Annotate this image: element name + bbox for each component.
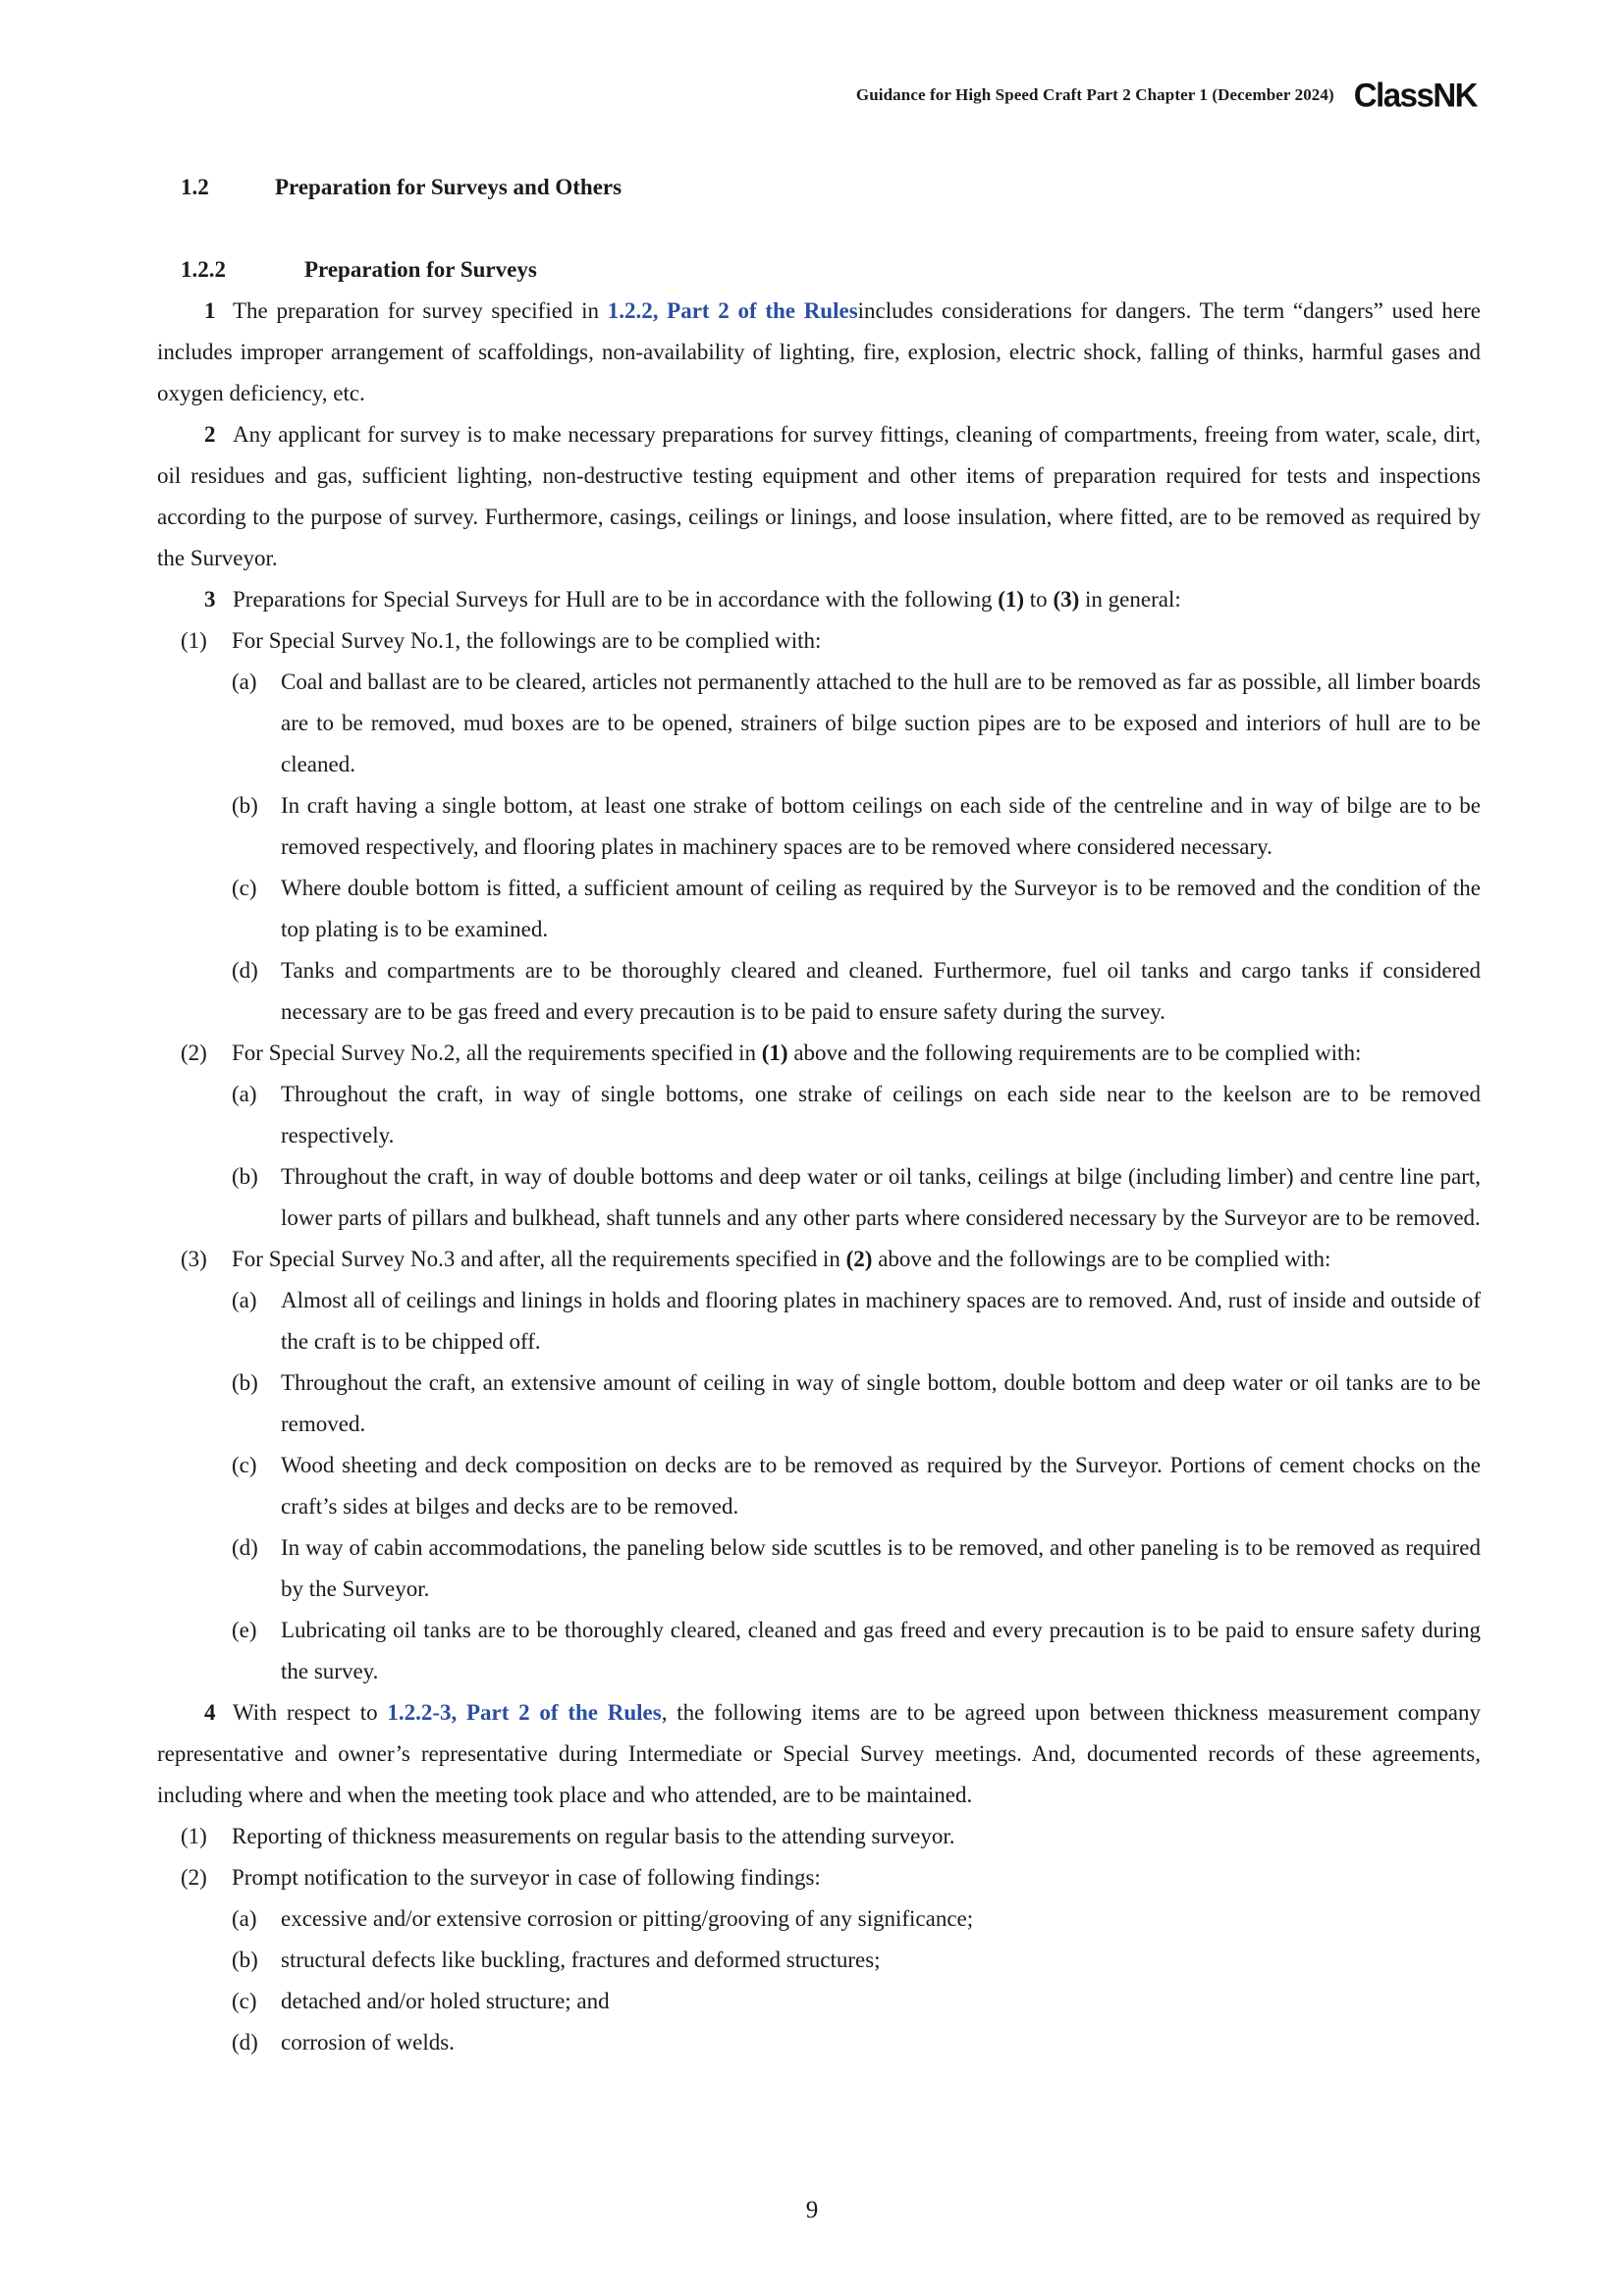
section-number: 1.2 [181, 175, 209, 199]
sub-item-number: (a) [232, 1288, 257, 1312]
item-reference: (3) [1053, 587, 1080, 612]
sub-item-text: Throughout the craft, in way of double bottoms and deep water or oil tanks, ceilings at bilge (including limber) and centre line part, lower parts of pillars and bulkhead, shaft tunnels and any other parts where considered necessary by the Surveyor are to be removed. [281, 1164, 1481, 1230]
item-text: Prompt notification to the surveyor in case of following findings: [232, 1865, 821, 1890]
paragraph-number: 1 [204, 298, 216, 323]
sub-item [157, 1156, 1481, 1239]
list-item [157, 1857, 1481, 1898]
item-number: (3) [181, 1247, 207, 1271]
paragraph-text: Preparations for Special Surveys for Hull are to be in accordance with the following [233, 587, 999, 612]
subsection-number: 1.2.2 [181, 257, 226, 282]
item-number: (2) [181, 1865, 207, 1890]
sub-item-text: In way of cabin accommodations, the paneling below side scuttles is to be removed, and other paneling is to be removed as required by the Surveyor. [281, 1535, 1481, 1601]
sub-item-number: (b) [232, 1370, 258, 1395]
item-text: For Special Survey No.2, all the requirements specified in [232, 1041, 762, 1065]
sub-item-number: (a) [232, 1082, 257, 1106]
item-number: (1) [181, 628, 207, 653]
sub-item-number: (e) [232, 1618, 257, 1642]
sub-item [157, 950, 1481, 1033]
paragraph-text: , the following items are to be agreed upon between thickness measurement company representative and owner’s representative during Intermediate or Special Survey meetings. And, documented records of these agreements, including where and when the meeting took place and who attended, are to be maintained. [157, 1700, 1481, 1807]
item-text: above and the following requirements are to be complied with: [787, 1041, 1362, 1065]
sub-item-text: In craft having a single bottom, at least one strake of bottom ceilings on each side of the centreline and in way of bilge are to be removed respectively, and flooring plates in machinery spaces are to be removed where considered necessary. [281, 793, 1481, 859]
sub-item-number: (c) [232, 876, 257, 900]
sub-item-number: (a) [232, 1906, 257, 1931]
sub-item [157, 1445, 1481, 1527]
item-text: Reporting of thickness measurements on regular basis to the attending surveyor. [232, 1824, 955, 1848]
paragraph-3 [157, 579, 1481, 620]
sub-item-text: Coal and ballast are to be cleared, articles not permanently attached to the hull are to be removed as far as possible, all limber boards are to be removed, mud boxes are to be opened, strainers of bilge suction pipes are to be exposed and interiors of hull are to be cleaned. [281, 669, 1481, 776]
item-number: (1) [181, 1824, 207, 1848]
sub-item-number: (b) [232, 1164, 258, 1189]
paragraph-number: 4 [204, 1700, 216, 1725]
sub-item-text: Almost all of ceilings and linings in holds and flooring plates in machinery spaces are to removed. And, rust of inside and outside of the craft is to be chipped off. [281, 1288, 1481, 1354]
sub-item-number: (b) [232, 793, 258, 818]
paragraph-4 [157, 1692, 1481, 1816]
item-text: above and the followings are to be complied with: [872, 1247, 1331, 1271]
rules-link[interactable]: 1.2.2, Part 2 of the Rules [607, 298, 858, 323]
sub-item-text: Where double bottom is fitted, a sufficient amount of ceiling as required by the Surveyor is to be removed and the condition of the top plating is to be examined. [281, 876, 1481, 941]
sub-item-text: structural defects like buckling, fractures and deformed structures; [281, 1948, 881, 1972]
paragraph-text: With respect to [233, 1700, 388, 1725]
paragraph-2 [157, 414, 1481, 579]
header-title: Guidance for High Speed Craft Part 2 Chapter 1 (December 2024) [855, 85, 1334, 104]
paragraph-number: 2 [204, 422, 216, 447]
sub-item-number: (c) [232, 1989, 257, 2013]
sub-item-text: excessive and/or extensive corrosion or pitting/grooving of any significance; [281, 1906, 974, 1931]
page-header [856, 77, 1477, 114]
paragraph-1 [157, 291, 1481, 414]
subsection-title: Preparation for Surveys [304, 257, 537, 282]
sub-item [157, 2022, 1481, 2063]
sub-item [157, 1940, 1481, 1981]
list-item [157, 620, 1481, 662]
item-reference: (2) [845, 1247, 873, 1271]
paragraph-text: to [1024, 587, 1054, 612]
sub-item [157, 1362, 1481, 1445]
sub-item [157, 785, 1481, 868]
list-item [157, 1033, 1481, 1074]
paragraph-number: 3 [204, 587, 216, 612]
sub-item [157, 1898, 1481, 1940]
sub-item [157, 1527, 1481, 1610]
item-reference: (1) [761, 1041, 788, 1065]
item-reference: (1) [998, 587, 1025, 612]
sub-item-number: (d) [232, 2030, 258, 2055]
sub-item [157, 868, 1481, 950]
paragraph-text: includes considerations for dangers. The term “dangers” used here includes improper arrangement of scaffoldings, non-availability of lighting, fire, explosion, electric shock, falling of thinks, harmful gases and oxygen deficiency, etc. [157, 298, 1482, 405]
section-heading [157, 167, 1481, 208]
page-number: 9 [805, 2197, 819, 2223]
section-title: Preparation for Surveys and Others [275, 175, 623, 199]
list-item [157, 1816, 1481, 1857]
rules-link[interactable]: 1.2.2-3, Part 2 of the Rules [387, 1700, 662, 1725]
paragraph-text: The preparation for survey specified in [233, 298, 608, 323]
sub-item-number: (d) [232, 958, 258, 983]
classnk-logo: ClassNK [1353, 76, 1477, 114]
subsection-heading [157, 249, 1481, 291]
sub-item-number: (b) [232, 1948, 258, 1972]
document-body [157, 167, 1481, 2063]
sub-item [157, 1981, 1481, 2022]
sub-item-text: Wood sheeting and deck composition on decks are to be removed as required by the Surveyor. Portions of cement chocks on the craft’s sides at bilges and decks are to be removed. [281, 1453, 1481, 1519]
item-text: For Special Survey No.3 and after, all the requirements specified in [232, 1247, 846, 1271]
paragraph-text: in general: [1079, 587, 1181, 612]
sub-item-text: detached and/or holed structure; and [281, 1989, 610, 2013]
sub-item [157, 1280, 1481, 1362]
sub-item-text: corrosion of welds. [281, 2030, 455, 2055]
sub-item-text: Tanks and compartments are to be thoroughly cleared and cleaned. Furthermore, fuel oil tanks and cargo tanks if considered necessary are to be gas freed and every precaution is to be paid to ensure safety during the survey. [281, 958, 1481, 1024]
item-number: (2) [181, 1041, 207, 1065]
sub-item [157, 662, 1481, 785]
sub-item-text: Lubricating oil tanks are to be thoroughly cleared, cleaned and gas freed and every precaution is to be paid to ensure safety during the survey. [281, 1618, 1481, 1683]
list-item [157, 1239, 1481, 1280]
sub-item-number: (d) [232, 1535, 258, 1560]
sub-item-text: Throughout the craft, in way of single bottoms, one strake of ceilings on each side near to the keelson are to be removed respectively. [281, 1082, 1481, 1148]
sub-item [157, 1610, 1481, 1692]
sub-item-number: (a) [232, 669, 257, 694]
item-text: For Special Survey No.1, the followings are to be complied with: [232, 628, 822, 653]
sub-item [157, 1074, 1481, 1156]
sub-item-text: Throughout the craft, an extensive amount of ceiling in way of single bottom, double bottom and deep water or oil tanks are to be removed. [281, 1370, 1481, 1436]
sub-item-number: (c) [232, 1453, 257, 1477]
paragraph-text: Any applicant for survey is to make necessary preparations for survey fittings, cleaning of compartments, freeing from water, scale, dirt, oil residues and gas, sufficient lighting, non-destructive testing equipment and other items of preparation required for tests and inspections according to the purpose of survey. Furthermore, casings, ceilings or linings, and loose insulation, where fitted, are to be removed as required by the Surveyor. [157, 422, 1481, 570]
